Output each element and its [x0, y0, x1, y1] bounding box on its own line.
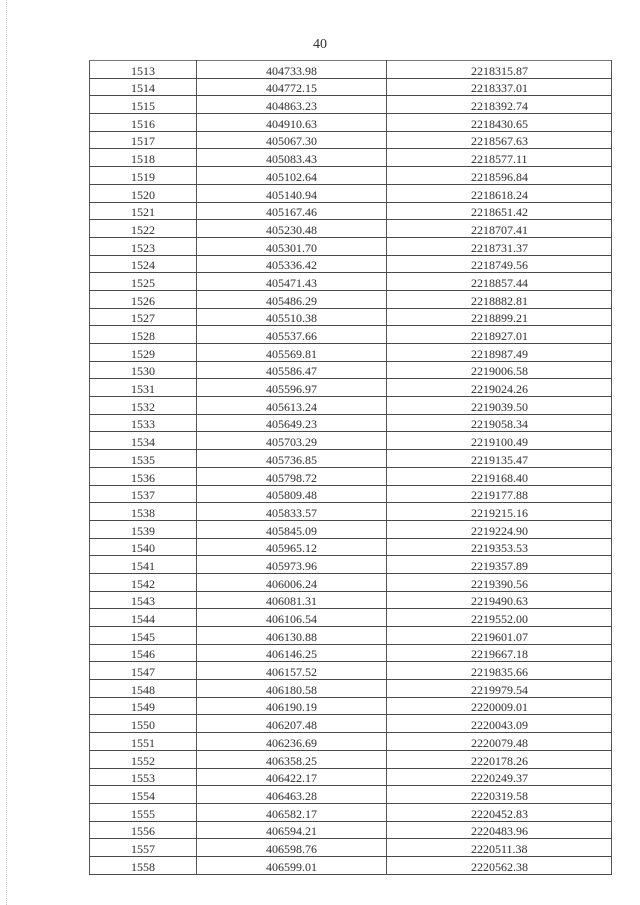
point-id-cell: 1518 — [90, 149, 197, 167]
y-coordinate-cell: 2219667.18 — [387, 644, 612, 662]
x-coordinate-cell: 406081.31 — [197, 591, 387, 609]
point-id-cell: 1540 — [90, 538, 197, 556]
y-coordinate-cell: 2218337.01 — [387, 78, 612, 96]
table-row — [90, 308, 612, 326]
table-row — [90, 432, 612, 450]
x-coordinate-cell: 406190.19 — [197, 697, 387, 715]
table-row — [90, 326, 612, 344]
y-coordinate-cell: 2219835.66 — [387, 662, 612, 680]
table-row — [90, 273, 612, 291]
y-coordinate-cell: 2219490.63 — [387, 591, 612, 609]
y-coordinate-cell: 2220079.48 — [387, 733, 612, 751]
x-coordinate-cell: 405613.24 — [197, 397, 387, 415]
x-coordinate-cell: 405798.72 — [197, 467, 387, 485]
table-row — [90, 750, 612, 768]
y-coordinate-cell: 2218618.24 — [387, 184, 612, 202]
point-id-cell: 1543 — [90, 591, 197, 609]
y-coordinate-cell: 2220178.26 — [387, 750, 612, 768]
y-coordinate-cell: 2219168.40 — [387, 467, 612, 485]
table-row — [90, 237, 612, 255]
table-row — [90, 467, 612, 485]
table-row — [90, 78, 612, 96]
x-coordinate-cell: 405510.38 — [197, 308, 387, 326]
table-row — [90, 697, 612, 715]
y-coordinate-cell: 2219039.50 — [387, 397, 612, 415]
table-row — [90, 856, 612, 874]
y-coordinate-cell: 2219024.26 — [387, 379, 612, 397]
table-row — [90, 609, 612, 627]
table-row — [90, 202, 612, 220]
point-id-cell: 1530 — [90, 361, 197, 379]
y-coordinate-cell: 2218577.11 — [387, 149, 612, 167]
point-id-cell: 1547 — [90, 662, 197, 680]
table-row — [90, 733, 612, 751]
x-coordinate-cell: 405083.43 — [197, 149, 387, 167]
point-id-cell: 1541 — [90, 556, 197, 574]
table-row — [90, 184, 612, 202]
y-coordinate-cell: 2219177.88 — [387, 485, 612, 503]
y-coordinate-cell: 2218899.21 — [387, 308, 612, 326]
point-id-cell: 1521 — [90, 202, 197, 220]
y-coordinate-cell: 2218987.49 — [387, 344, 612, 362]
y-coordinate-cell: 2219552.00 — [387, 609, 612, 627]
table-row — [90, 715, 612, 733]
point-id-cell: 1515 — [90, 96, 197, 114]
y-coordinate-cell: 2218596.84 — [387, 167, 612, 185]
point-id-cell: 1534 — [90, 432, 197, 450]
y-coordinate-cell: 2218749.56 — [387, 255, 612, 273]
table-row — [90, 149, 612, 167]
table-row — [90, 627, 612, 645]
y-coordinate-cell: 2220009.01 — [387, 697, 612, 715]
x-coordinate-cell: 405471.43 — [197, 273, 387, 291]
point-id-cell: 1519 — [90, 167, 197, 185]
y-coordinate-cell: 2219601.07 — [387, 627, 612, 645]
table-row — [90, 538, 612, 556]
point-id-cell: 1517 — [90, 131, 197, 149]
x-coordinate-cell: 404733.98 — [197, 61, 387, 79]
y-coordinate-cell: 2220043.09 — [387, 715, 612, 733]
y-coordinate-cell: 2218731.37 — [387, 237, 612, 255]
table-row — [90, 573, 612, 591]
x-coordinate-cell: 405230.48 — [197, 220, 387, 238]
x-coordinate-cell: 405301.70 — [197, 237, 387, 255]
x-coordinate-cell: 405586.47 — [197, 361, 387, 379]
point-id-cell: 1527 — [90, 308, 197, 326]
y-coordinate-cell: 2219979.54 — [387, 680, 612, 698]
point-id-cell: 1522 — [90, 220, 197, 238]
x-coordinate-cell: 406358.25 — [197, 750, 387, 768]
table-row — [90, 131, 612, 149]
page-edge-line — [6, 0, 7, 905]
y-coordinate-cell: 2219224.90 — [387, 520, 612, 538]
table-row — [90, 397, 612, 415]
y-coordinate-cell: 2218430.65 — [387, 114, 612, 132]
point-id-cell: 1557 — [90, 839, 197, 857]
point-id-cell: 1531 — [90, 379, 197, 397]
point-id-cell: 1544 — [90, 609, 197, 627]
table-row — [90, 680, 612, 698]
x-coordinate-cell: 405486.29 — [197, 290, 387, 308]
y-coordinate-cell: 2218857.44 — [387, 273, 612, 291]
y-coordinate-cell: 2218927.01 — [387, 326, 612, 344]
x-coordinate-cell: 406463.28 — [197, 786, 387, 804]
y-coordinate-cell: 2220452.83 — [387, 803, 612, 821]
point-id-cell: 1529 — [90, 344, 197, 362]
y-coordinate-cell: 2219135.47 — [387, 450, 612, 468]
y-coordinate-cell: 2218567.63 — [387, 131, 612, 149]
y-coordinate-cell: 2218707.41 — [387, 220, 612, 238]
table-row — [90, 114, 612, 132]
x-coordinate-cell: 405167.46 — [197, 202, 387, 220]
x-coordinate-cell: 406599.01 — [197, 856, 387, 874]
table-row — [90, 290, 612, 308]
y-coordinate-cell: 2220511.38 — [387, 839, 612, 857]
point-id-cell: 1546 — [90, 644, 197, 662]
x-coordinate-cell: 405845.09 — [197, 520, 387, 538]
x-coordinate-cell: 405569.81 — [197, 344, 387, 362]
point-id-cell: 1520 — [90, 184, 197, 202]
point-id-cell: 1545 — [90, 627, 197, 645]
point-id-cell: 1516 — [90, 114, 197, 132]
point-id-cell: 1556 — [90, 821, 197, 839]
x-coordinate-cell: 406006.24 — [197, 573, 387, 591]
x-coordinate-cell: 405703.29 — [197, 432, 387, 450]
point-id-cell: 1523 — [90, 237, 197, 255]
y-coordinate-cell: 2219390.56 — [387, 573, 612, 591]
y-coordinate-cell: 2218651.42 — [387, 202, 612, 220]
point-id-cell: 1542 — [90, 573, 197, 591]
table-row — [90, 556, 612, 574]
table-row — [90, 450, 612, 468]
x-coordinate-cell: 406207.48 — [197, 715, 387, 733]
x-coordinate-cell: 405140.94 — [197, 184, 387, 202]
x-coordinate-cell: 405973.96 — [197, 556, 387, 574]
x-coordinate-cell: 406180.58 — [197, 680, 387, 698]
point-id-cell: 1528 — [90, 326, 197, 344]
x-coordinate-cell: 406598.76 — [197, 839, 387, 857]
table-row — [90, 255, 612, 273]
point-id-cell: 1539 — [90, 520, 197, 538]
table-row — [90, 61, 612, 79]
table-row — [90, 768, 612, 786]
table-row — [90, 803, 612, 821]
y-coordinate-cell: 2218882.81 — [387, 290, 612, 308]
x-coordinate-cell: 406582.17 — [197, 803, 387, 821]
x-coordinate-cell: 404772.15 — [197, 78, 387, 96]
point-id-cell: 1550 — [90, 715, 197, 733]
table-row — [90, 821, 612, 839]
x-coordinate-cell: 406422.17 — [197, 768, 387, 786]
y-coordinate-cell: 2220249.37 — [387, 768, 612, 786]
y-coordinate-cell: 2220319.58 — [387, 786, 612, 804]
y-coordinate-cell: 2220562.38 — [387, 856, 612, 874]
point-id-cell: 1536 — [90, 467, 197, 485]
point-id-cell: 1538 — [90, 503, 197, 521]
table-row — [90, 839, 612, 857]
point-id-cell: 1533 — [90, 414, 197, 432]
table-row — [90, 644, 612, 662]
point-id-cell: 1532 — [90, 397, 197, 415]
x-coordinate-cell: 405649.23 — [197, 414, 387, 432]
point-id-cell: 1551 — [90, 733, 197, 751]
x-coordinate-cell: 406130.88 — [197, 627, 387, 645]
table-row — [90, 220, 612, 238]
table-row — [90, 414, 612, 432]
y-coordinate-cell: 2219357.89 — [387, 556, 612, 574]
point-id-cell: 1552 — [90, 750, 197, 768]
x-coordinate-cell: 405067.30 — [197, 131, 387, 149]
x-coordinate-cell: 405736.85 — [197, 450, 387, 468]
x-coordinate-cell: 404910.63 — [197, 114, 387, 132]
point-id-cell: 1554 — [90, 786, 197, 804]
table-row — [90, 485, 612, 503]
table-row — [90, 786, 612, 804]
table-row — [90, 520, 612, 538]
table-row — [90, 361, 612, 379]
y-coordinate-cell: 2218315.87 — [387, 61, 612, 79]
y-coordinate-cell: 2219353.53 — [387, 538, 612, 556]
x-coordinate-cell: 406106.54 — [197, 609, 387, 627]
y-coordinate-cell: 2219058.34 — [387, 414, 612, 432]
point-id-cell: 1524 — [90, 255, 197, 273]
x-coordinate-cell: 405596.97 — [197, 379, 387, 397]
x-coordinate-cell: 405336.42 — [197, 255, 387, 273]
point-id-cell: 1525 — [90, 273, 197, 291]
x-coordinate-cell: 406594.21 — [197, 821, 387, 839]
table-row — [90, 591, 612, 609]
x-coordinate-cell: 404863.23 — [197, 96, 387, 114]
point-id-cell: 1555 — [90, 803, 197, 821]
y-coordinate-cell: 2218392.74 — [387, 96, 612, 114]
x-coordinate-cell: 406146.25 — [197, 644, 387, 662]
point-id-cell: 1558 — [90, 856, 197, 874]
table-row — [90, 96, 612, 114]
y-coordinate-cell: 2220483.96 — [387, 821, 612, 839]
point-id-cell: 1553 — [90, 768, 197, 786]
point-id-cell: 1548 — [90, 680, 197, 698]
point-id-cell: 1514 — [90, 78, 197, 96]
x-coordinate-cell: 405537.66 — [197, 326, 387, 344]
point-id-cell: 1535 — [90, 450, 197, 468]
y-coordinate-cell: 2219006.58 — [387, 361, 612, 379]
table-row — [90, 662, 612, 680]
coordinate-table-body — [90, 61, 612, 875]
table-row — [90, 379, 612, 397]
x-coordinate-cell: 405809.48 — [197, 485, 387, 503]
y-coordinate-cell: 2219215.16 — [387, 503, 612, 521]
y-coordinate-cell: 2219100.49 — [387, 432, 612, 450]
point-id-cell: 1526 — [90, 290, 197, 308]
x-coordinate-cell: 405102.64 — [197, 167, 387, 185]
x-coordinate-cell: 406236.69 — [197, 733, 387, 751]
page-number: 40 — [313, 37, 327, 52]
x-coordinate-cell: 406157.52 — [197, 662, 387, 680]
table-row — [90, 344, 612, 362]
point-id-cell: 1537 — [90, 485, 197, 503]
x-coordinate-cell: 405965.12 — [197, 538, 387, 556]
table-row — [90, 167, 612, 185]
point-id-cell: 1513 — [90, 61, 197, 79]
coordinate-table — [89, 60, 612, 875]
x-coordinate-cell: 405833.57 — [197, 503, 387, 521]
table-row — [90, 503, 612, 521]
point-id-cell: 1549 — [90, 697, 197, 715]
